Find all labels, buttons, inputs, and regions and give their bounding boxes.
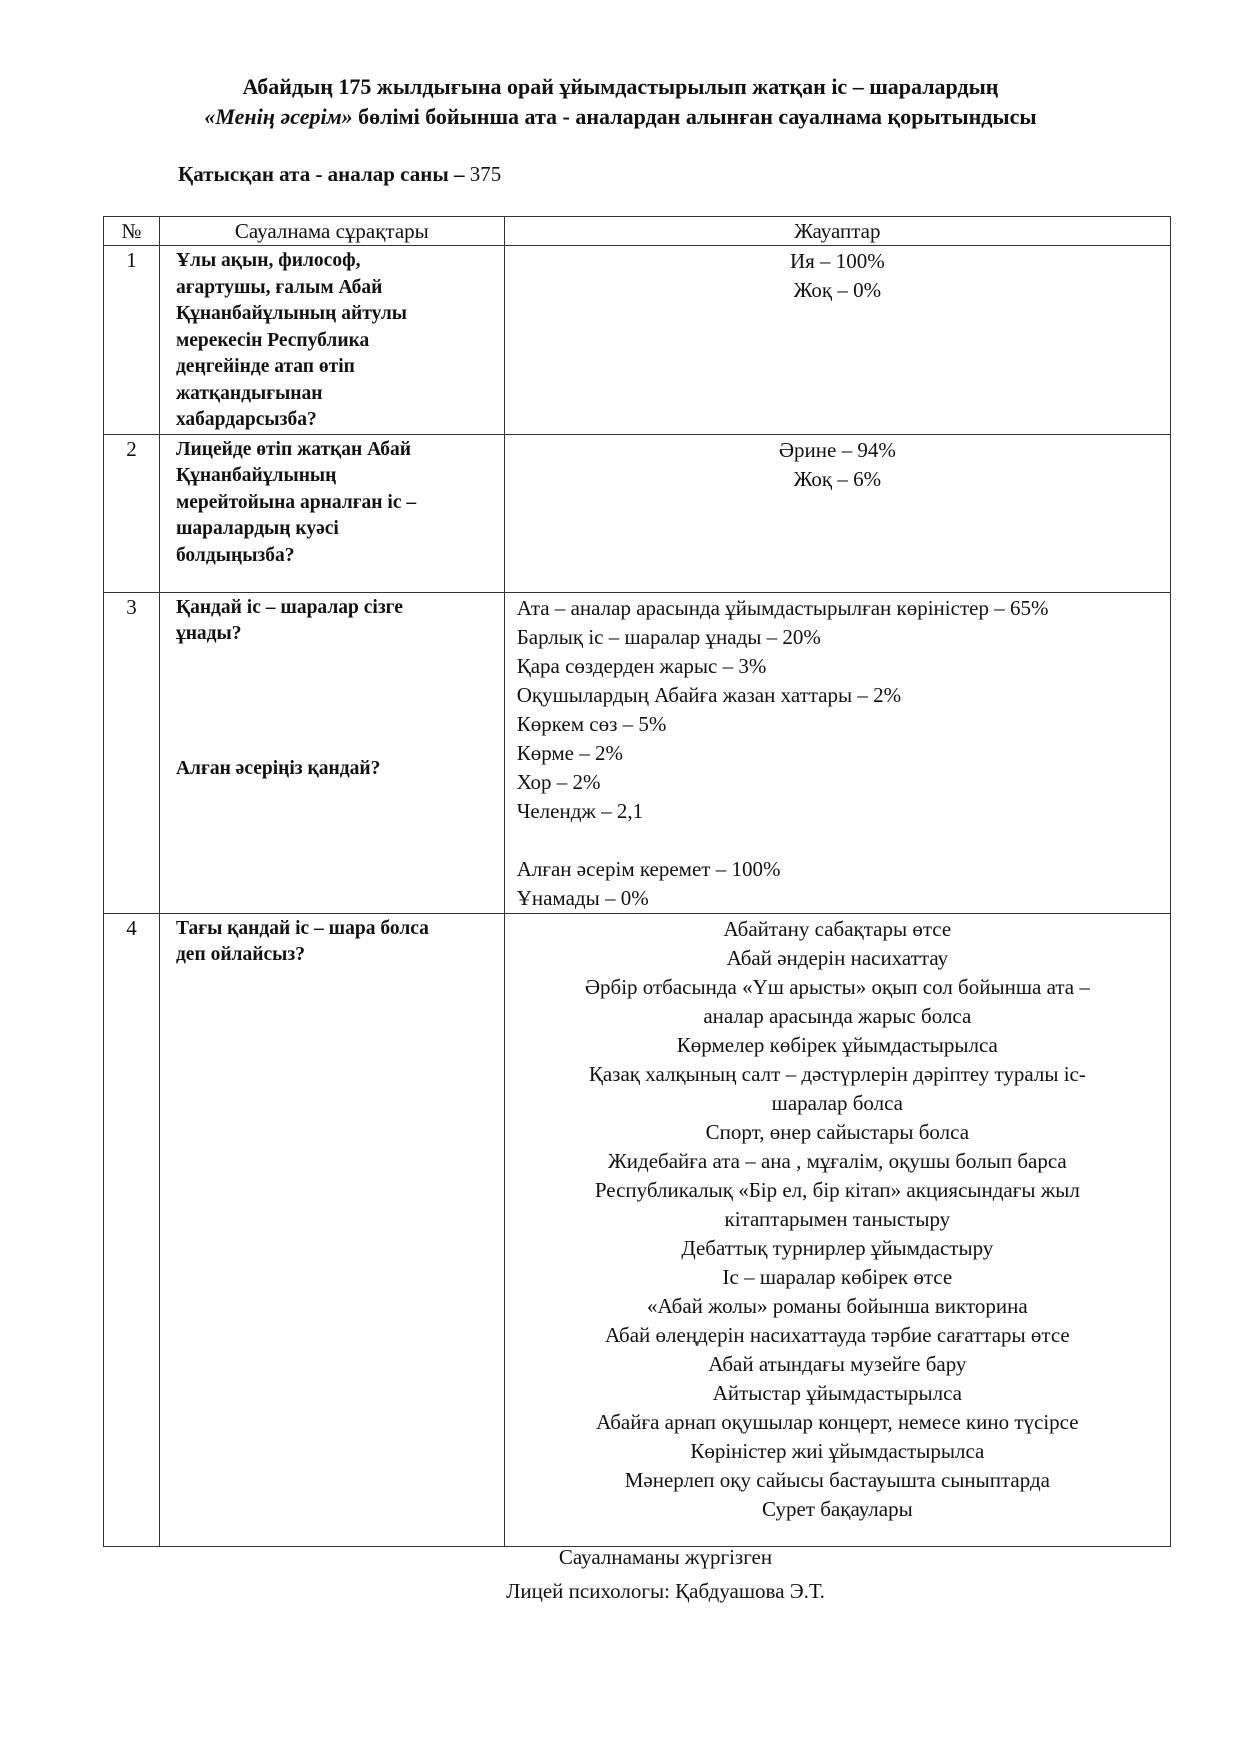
answer-line: Алған әсерім керемет – 100%: [516, 856, 781, 881]
table-row: [104, 913, 1171, 1546]
header-number: №: [104, 217, 160, 246]
answer-line: Ұнамады – 0%: [516, 885, 649, 910]
answer-line: аналар арасында жарыс болса: [703, 1003, 972, 1028]
question-line: ұнады?: [175, 623, 242, 644]
question-line: Лицейде өтіп жатқан Абай: [175, 438, 411, 460]
answer-line: Ата – аналар арасында ұйымдастырылған көріністер – 65%: [516, 595, 1049, 620]
signature-line-2: Лицей психологы: Қабдуашова Э.Т.: [506, 1579, 825, 1603]
answer-line: Көріністер жиі ұйымдастырылса: [690, 1438, 985, 1463]
question-line: болдыңызба?: [175, 544, 295, 566]
answer-line: Көрмелер көбірек ұйымдастырылса: [676, 1032, 998, 1057]
question-line: шаралардың куәсі: [175, 518, 339, 539]
question-line: Құнанбайұлының айтулы: [175, 303, 408, 324]
table-row: [104, 592, 1171, 913]
title-section-name: «Менің әсерім»: [204, 104, 353, 129]
table-row: [104, 434, 1171, 592]
title-line-1: Абайдың 175 жылдығына орай ұйымдастырылып жатқан іс – шаралардың: [242, 74, 999, 99]
answer-line: Абай атындағы музейге бару: [708, 1351, 967, 1376]
answer-line: Абайға арнап оқушылар концерт, немесе кино түсірсе: [596, 1409, 1079, 1434]
question-line: деп ойлайсыз?: [175, 944, 305, 965]
answer-spacer: [517, 826, 1170, 855]
question-line-impression: Алған әсеріңіз қандай?: [175, 757, 381, 779]
question-line: хабардарсызба?: [175, 409, 317, 430]
question-line: ағартушы, ғалым Абай: [175, 276, 383, 298]
answer-line: шаралар болса: [771, 1090, 904, 1115]
answer-line: «Абай жолы» романы бойынша викторина: [647, 1293, 1028, 1318]
answer-line: Абай әндерін насихаттау: [726, 945, 949, 970]
question-cell: [159, 246, 504, 435]
answer-line: Хор – 2%: [516, 769, 601, 794]
question-cell: [159, 913, 504, 1546]
answer-line: Оқушылардың Абайға жазан хаттары – 2%: [516, 682, 902, 707]
table-header-row: [104, 217, 1171, 246]
answer-line: Көрме – 2%: [516, 740, 623, 765]
answer-line: Барлық іс – шаралар ұнады – 20%: [516, 624, 821, 649]
row-number: 1: [104, 246, 160, 435]
answer-line: Айтыстар ұйымдастырылса: [712, 1380, 962, 1405]
question-line: Тағы қандай іс – шара болса: [175, 917, 429, 939]
table-row: [104, 246, 1171, 435]
answer-line: Қазақ халқының салт – дәстүрлерін дәріптеу туралы іс-: [588, 1061, 1086, 1086]
answers-cell: [504, 913, 1170, 1546]
row-number: 3: [104, 592, 160, 913]
answer-line: Сурет бақаулары: [762, 1496, 913, 1521]
document-title: [0, 72, 1241, 132]
row-number: 2: [104, 434, 160, 592]
question-line: Құнанбайұлының: [175, 465, 337, 486]
answer-line: Абайтану сабақтары өтсе: [723, 916, 952, 941]
answer-line: Әрине – 94%: [778, 437, 896, 462]
survey-table: [103, 216, 1171, 1547]
title-line-2-rest: бөлімі бойынша ата - аналардан алынған сауалнама қорытындысы: [352, 104, 1037, 129]
question-cell: [159, 592, 504, 913]
answer-line: Жоқ – 0%: [793, 278, 882, 302]
participants-value: 375: [469, 162, 502, 186]
question-cell: [159, 434, 504, 592]
answer-line: Республикалық «Бір ел, бір кітап» акциясындағы жыл: [594, 1177, 1080, 1202]
row-number: 4: [104, 913, 160, 1546]
answer-line: Көркем сөз – 5%: [516, 711, 667, 736]
answer-line: Әрбір отбасында «Үш арысты» оқып сол бойынша ата –: [584, 974, 1090, 999]
answer-line: Іс – шаралар көбірек өтсе: [722, 1264, 953, 1289]
participants-count: [178, 162, 501, 187]
answer-line: Абай өлеңдерін насихаттауда тәрбие сағаттары өтсе: [604, 1322, 1070, 1347]
answers-cell: [504, 434, 1170, 592]
question-line: мерейтойына арналған іс –: [175, 491, 417, 513]
answer-line: Дебаттық турнирлер ұйымдастыру: [681, 1235, 994, 1260]
answers-cell: [504, 592, 1170, 913]
answer-line: Жидебайға ата – ана , мұғалім, оқушы болып барса: [607, 1148, 1067, 1173]
answer-line: Мәнерлеп оқу сайысы бастауышта сыныптарда: [624, 1467, 1050, 1492]
answer-line: Жоқ – 6%: [793, 466, 882, 491]
answer-line: Қара сөздерден жарыс – 3%: [516, 653, 767, 678]
question-line: деңгейінде атап өтіп: [175, 356, 355, 377]
answer-line: Спорт, өнер сайыстары болса: [705, 1119, 970, 1144]
question-line: Қандай іс – шаралар сізге: [175, 596, 403, 618]
signature-line-1: Сауалнаманы жүргізген: [558, 1545, 773, 1569]
answers-cell: [504, 246, 1170, 435]
header-answers: Жауаптар: [504, 217, 1170, 246]
participants-label: Қатысқан ата - аналар саны –: [178, 162, 470, 186]
question-line: мерекесін Республика: [175, 329, 370, 351]
answer-line: кітаптарымен таныстыру: [724, 1206, 951, 1231]
signature-block: [0, 1540, 1241, 1608]
title-line-2: [0, 102, 1241, 132]
header-questions: Сауалнама сұрақтары: [159, 217, 504, 246]
question-line: жатқандығынан: [175, 382, 323, 404]
answer-line: Ия – 100%: [789, 249, 885, 273]
answer-line: Челендж – 2,1: [516, 798, 644, 823]
question-line: Ұлы ақын, философ,: [175, 250, 361, 271]
